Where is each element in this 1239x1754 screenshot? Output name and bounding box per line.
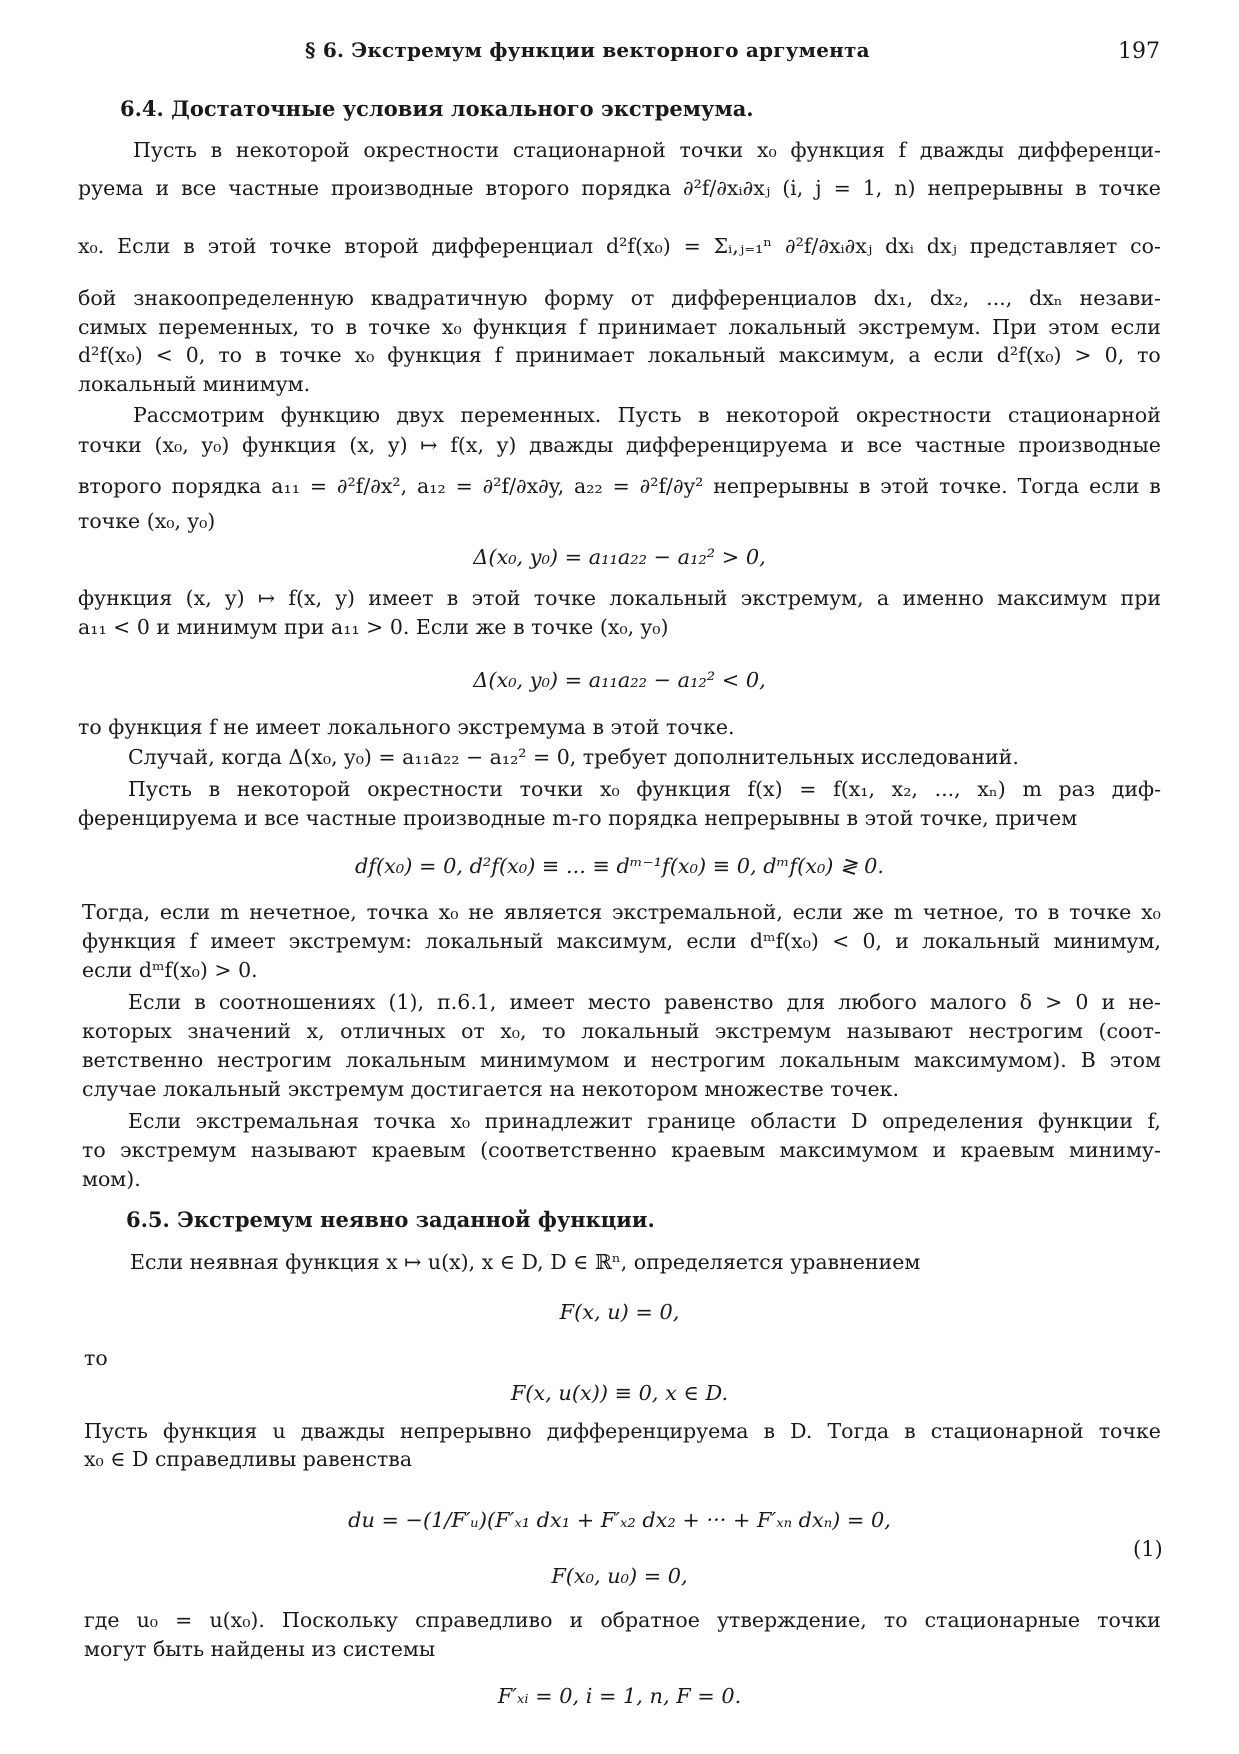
text-line: d²f(x₀) < 0, то в точке x₀ функция f принимает локальный максимум, а если d²f(x₀) > 0, то [78,343,1161,367]
text-line: Пусть в некоторой окрестности точки x₀ функция f(x) = f(x₁, x₂, ..., xₙ) m раз диф- [128,777,1161,801]
text-line: локальный минимум. [78,372,311,396]
text-line: то функция f не имеет локального экстремума в этой точке. [78,715,735,739]
text-line: могут быть найдены из системы [84,1637,436,1661]
text-line: Пусть функция u дважды непрерывно дифференцируема в D. Тогда в стационарной точке [84,1419,1161,1443]
text-line: мом). [82,1167,141,1191]
text-line: руема и все частные производные второго порядка ∂²f/∂xᵢ∂xⱼ (i, j = 1, n) непрерывны в точке [78,176,1161,200]
page-number: 197 [1118,39,1160,64]
text-line: второго порядка a₁₁ = ∂²f/∂x², a₁₂ = ∂²f/∂x∂y, a₂₂ = ∂²f/∂y² непрерывны в этой точке. Тогда если в [78,474,1161,498]
text-line: случае локальный экстремум достигается на некотором множестве точек. [82,1077,899,1101]
text-line: то экстремум называют краевым (соответственно краевым максимумом и краевым миниму- [82,1138,1161,1162]
section-title-6-5: 6.5. Экстремум неявно заданной функции. [126,1207,655,1232]
text-line: ференцируема и все частные производные m-го порядка непрерывны в этой точке, причем [78,806,1078,830]
text-line: функция f имеет экстремум: локальный максимум, если dᵐf(x₀) < 0, и локальный минимум, [82,929,1161,953]
text-line: Если неявная функция x ↦ u(x), x ∈ D, D ∈ ℝⁿ, определяется уравнением [130,1250,921,1274]
text-line: функция (x, y) ↦ f(x, y) имеет в этой точке локальный экстремум, а именно максимум при [78,586,1161,610]
text-line: Рассмотрим функцию двух переменных. Пусть в некоторой окрестности стационарной [133,403,1161,427]
text-line: Тогда, если m нечетное, точка x₀ не является экстремальной, если же m четное, то в точке x₀ [82,900,1161,924]
display-equation: F(x, u(x)) ≡ 0, x ∈ D. [510,1381,729,1405]
text-line: ветственно нестрогим локальным минимумом и нестрогим локальным максимумом). В этом [82,1048,1161,1072]
text-line: Если в соотношениях (1), п.6.1, имеет место равенство для любого малого δ > 0 и не- [128,990,1161,1014]
text-line: бой знакоопределенную квадратичную форму от дифференциалов dx₁, dx₂, ..., dxₙ незави- [78,286,1161,310]
text-line: x₀ ∈ D справедливы равенства [84,1447,413,1471]
text-line: a₁₁ < 0 и минимум при a₁₁ > 0. Если же в точке (x₀, y₀) [78,615,669,639]
text-line: Случай, когда Δ(x₀, y₀) = a₁₁a₂₂ − a₁₂² = 0, требует дополнительных исследований. [128,745,1019,769]
section-title-6-4: 6.4. Достаточные условия локального экстремума. [120,96,754,121]
text-line: точки (x₀, y₀) функция (x, y) ↦ f(x, y) дважды дифференцируема и все частные производные [78,433,1161,457]
text-line: если dᵐf(x₀) > 0. [82,958,258,982]
display-equation: F′ₓᵢ = 0, i = 1, n, F = 0. [497,1684,742,1708]
display-equation: du = −(1/F′ᵤ)(F′ₓ₁ dx₁ + F′ₓ₂ dx₂ + ··· + F′ₓₙ dxₙ) = 0, [348,1508,891,1532]
text-line: Если экстремальная точка x₀ принадлежит границе области D определения функции f, [128,1109,1161,1133]
text-line: Пусть в некоторой окрестности стационарной точки x₀ функция f дважды дифференци- [133,138,1161,162]
display-equation: F(x, u) = 0, [559,1300,680,1324]
text-line: которых значений x, отличных от x₀, то локальный экстремум называют нестрогим (соот- [82,1019,1161,1043]
display-equation: df(x₀) = 0, d²f(x₀) ≡ ... ≡ dᵐ⁻¹f(x₀) ≡ 0, dᵐf(x₀) ≷ 0. [355,854,884,878]
display-equation: F(x₀, u₀) = 0, [551,1564,688,1588]
text-line: симых переменных, то в точке x₀ функция f принимает локальный экстремум. При этом если [78,315,1161,339]
text-line: то [84,1346,108,1370]
running-title: § 6. Экстремум функции векторного аргумента [305,38,870,62]
text-line: где u₀ = u(x₀). Поскольку справедливо и обратное утверждение, то стационарные точки [84,1608,1161,1632]
equation-number: (1) [1133,1537,1163,1561]
text-line: точке (x₀, y₀) [78,509,216,533]
display-equation: Δ(x₀, y₀) = a₁₁a₂₂ − a₁₂² > 0, [473,545,766,569]
text-line: x₀. Если в этой точке второй дифференциал d²f(x₀) = Σᵢ,ⱼ₌₁ⁿ ∂²f/∂xᵢ∂xⱼ dxᵢ dxⱼ представляет со- [78,234,1161,258]
display-equation: Δ(x₀, y₀) = a₁₁a₂₂ − a₁₂² < 0, [473,668,766,692]
